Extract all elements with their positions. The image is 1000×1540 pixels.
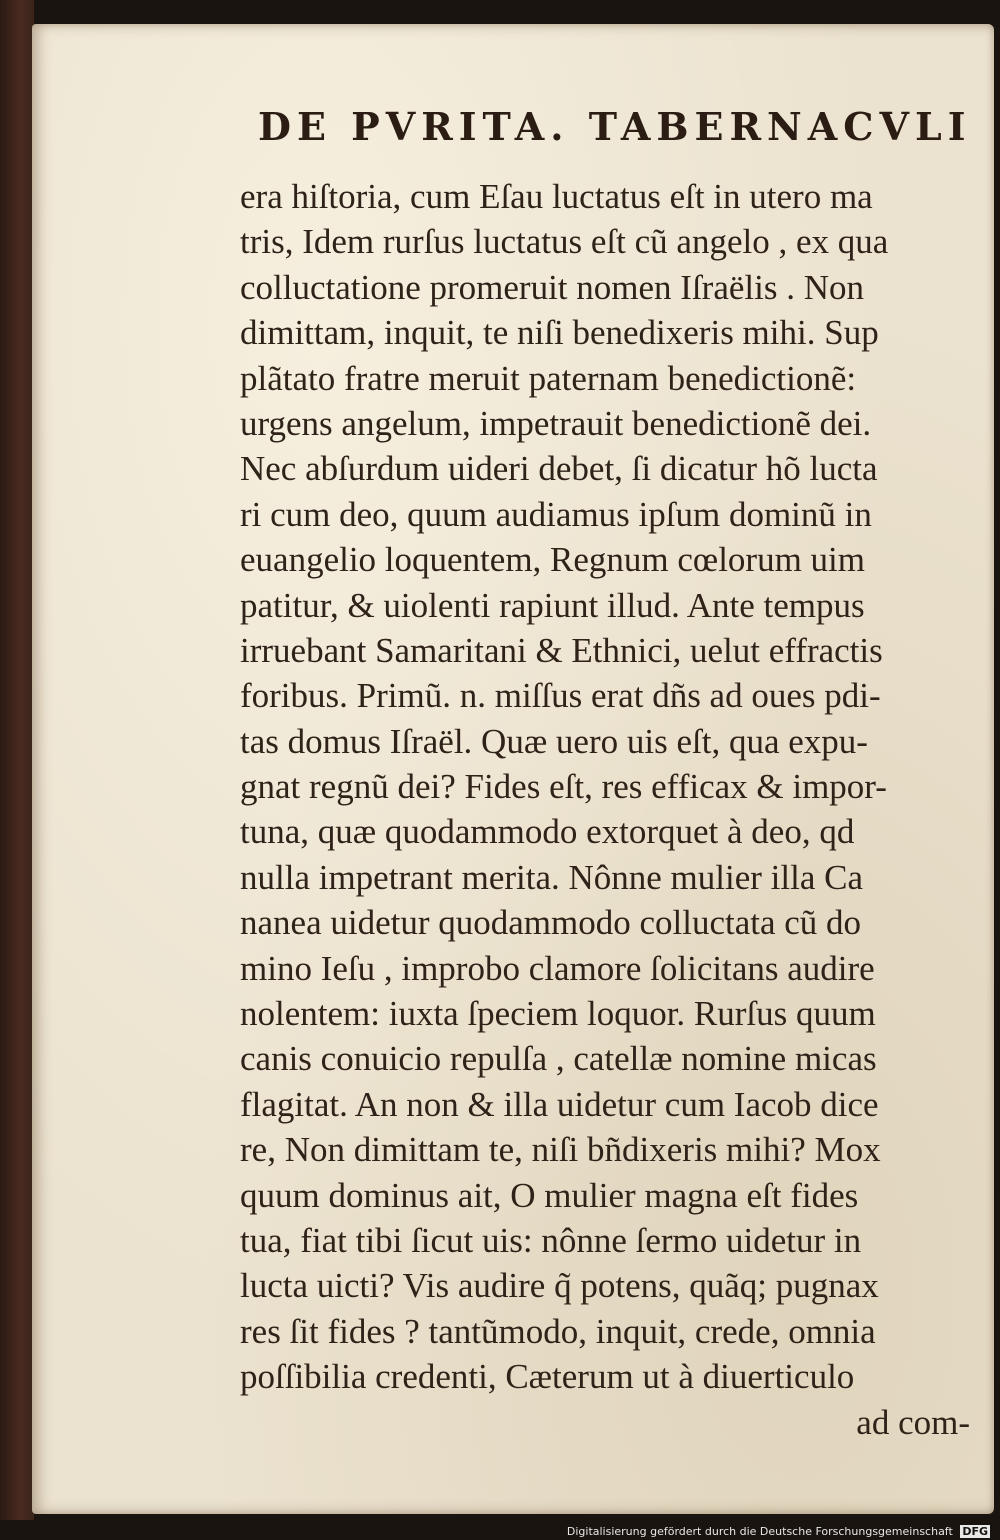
digitization-credit [567,1525,990,1538]
text-line: euangelio loquentem, Regnum cœlorum uim [240,540,866,580]
text-line: res ſit fides ? tantũmodo, inquit, crede, omnia [240,1311,876,1351]
body-text [240,174,1000,1445]
text-line: colluctatione promeruit nomen Iſraëlis . Non [240,267,864,307]
text-line: lucta uicti? Vis audire q̃ potens, quãq; pugnax [240,1266,879,1306]
catchword: ad com- [856,1402,970,1442]
text-line: urgens angelum, impetrauit benedictionẽ dei. [240,403,872,443]
text-line: mino Ieſu , improbo clamore ſolicitans audire [240,948,875,988]
text-line: poſſibilia credenti, Cæterum ut à diuerticulo [240,1357,855,1397]
text-line: dimittam, inquit, te niſi benedixeris mihi. Sup [240,313,879,353]
text-line: tris, Idem rurſus luctatus eſt cũ angelo , ex qua [240,222,889,262]
text-line: tuna, quæ quodammodo extorquet à deo, qd [240,812,855,852]
text-line: nulla impetrant merita. Nônne mulier illa Ca [240,857,864,897]
running-head: DE PVRITA. TABERNACVLI [258,104,972,149]
text-line: ri cum deo, quum audiamus ipſum dominũ in [240,494,872,534]
text-line: re, Non dimittam te, niſi bñdixeris mihi? Mox [240,1130,881,1170]
text-line: gnat regnũ dei? Fides eſt, res efficax & impor- [240,767,887,807]
text-line: canis conuicio repulſa , catellæ nomine micas [240,1039,877,1079]
dfg-logo: DFG [962,1525,988,1538]
text-line: tas domus Iſraël. Quæ uero uis eſt, qua expu- [240,721,868,761]
text-line: flagitat. An non & illa uidetur cum Iacob dice [240,1084,879,1124]
text-line: tua, fiat tibi ſicut uis: nônne ſermo uidetur in [240,1220,862,1260]
credit-text: Digitalisierung gefördert durch die Deutsche Forschungsgemeinschaft [566,1525,953,1538]
text-line: nanea uidetur quodammodo colluctata cũ do [240,903,862,943]
text-line: Nec abſurdum uideri debet, ſi dicatur hõ lucta [240,449,878,489]
text-line: era hiſtoria, cum Eſau luctatus eſt in utero ma [240,177,873,216]
text-line: nolentem: iuxta ſpeciem loquor. Rurſus quum [240,994,876,1034]
text-line: irruebant Samaritani & Ethnici, uelut effractis [240,630,883,670]
text-line: patitur, & uiolenti rapiunt illud. Ante tempus [240,585,865,625]
text-line: quum dominus ait, O mulier magna eſt fides [240,1175,859,1215]
text-line: plãtato fratre meruit paternam benedictionẽ: [240,358,857,398]
text-line: foribus. Primũ. n. miſſus erat dñs ad oues pdi- [240,676,881,716]
book-page [32,24,994,1514]
book-binding-edge [0,0,34,1520]
